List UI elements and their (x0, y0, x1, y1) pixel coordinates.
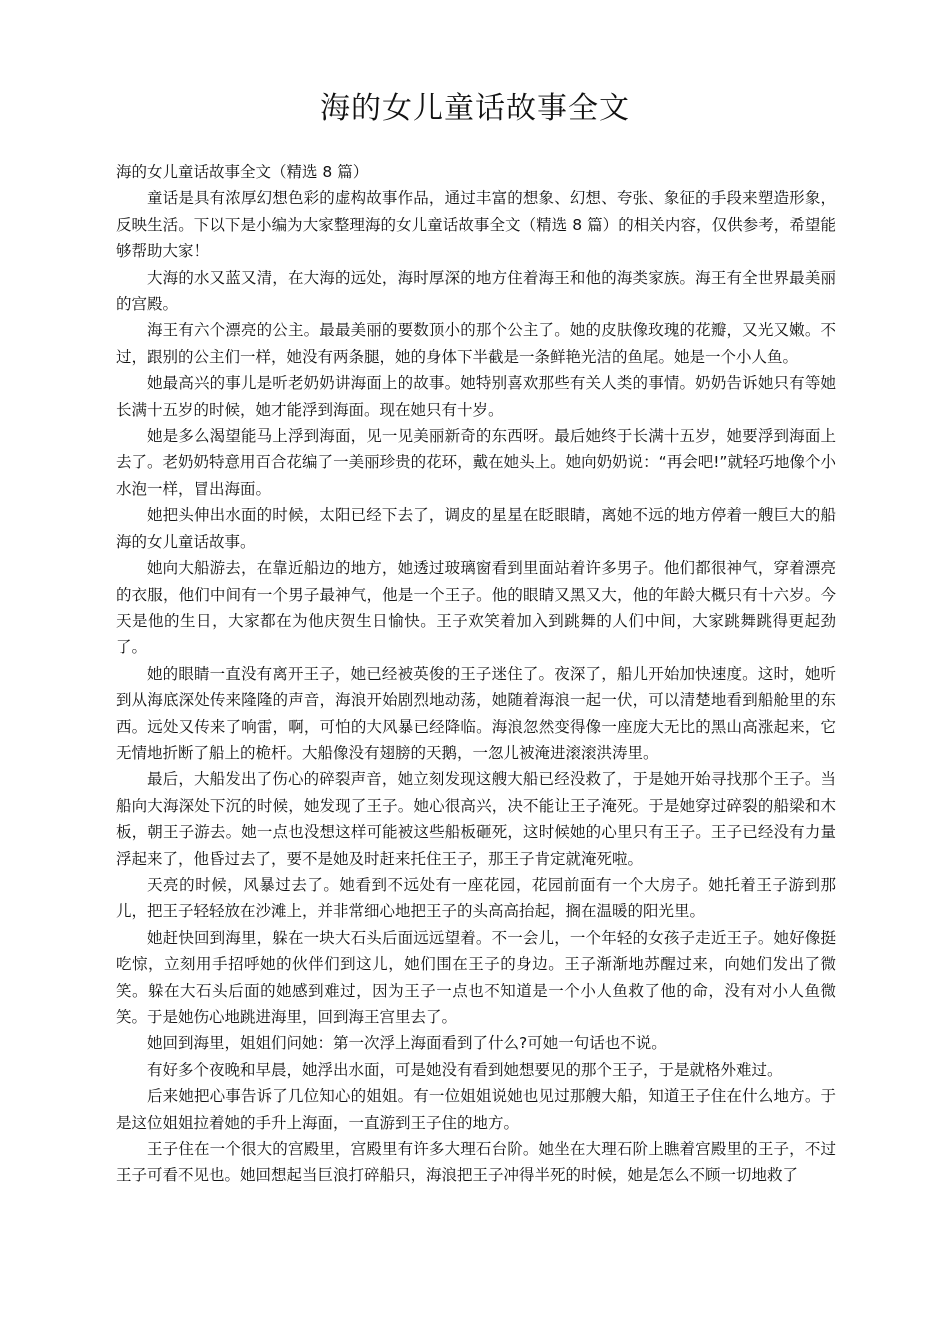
paragraph: 她把头伸出水面的时候，太阳已经下去了，调皮的星星在眨眼睛，离她不远的地方停着一艘巨大的船海的女儿童话故事。 (116, 506, 836, 551)
paragraph: 她是多么渴望能马上浮到海面，见一见美丽新奇的东西呀。最后她终于长满十五岁，她要浮到海面上去了。老奶奶特意用百合花编了一美丽珍贵的花环，戴在她头上。她向奶奶说：“再会吧!”就轻巧地像个小水泡一样，冒出海面。 (116, 427, 836, 498)
document-title: 海的女儿童话故事全文 (320, 91, 630, 126)
paragraph: 王子住在一个很大的宫殿里，宫殿里有许多大理石台阶。她坐在大理石阶上瞧着宫殿里的王子，不过王子可看不见也。她回想起当巨浪打碎船只，海浪把王子冲得半死的时候，她是怎么不顾一切地救了 (116, 1140, 836, 1185)
paragraph: 她最高兴的事儿是听老奶奶讲海面上的故事。她特别喜欢那些有关人类的事情。奶奶告诉她只有等她长满十五岁的时候，她才能浮到海面。现在她只有十岁。 (116, 374, 836, 419)
document-body (116, 159, 836, 1189)
paragraph: 大海的水又蓝又清，在大海的远处，海时厚深的地方住着海王和他的海类家族。海王有全世界最美丽的宫殿。 (116, 268, 836, 314)
paragraph: 她回到海里，姐姐们问她：第一次浮上海面看到了什么?可她一句话也不说。 (147, 1034, 667, 1053)
paragraph: 最后，大船发出了伤心的碎裂声音，她立刻发现这艘大船已经没救了，于是她开始寻找那个王子。当船向大海深处下沉的时候，她发现了王子。她心很高兴，决不能让王子淹死。于是她穿过碎裂的船梁和木板，朝王子游去。她一点也没想这样可能被这些船板砸死，这时候她的心里只有王子。王子已经没有力量浮起来了，他昏过去了，要不是她及时赶来托住王子，那王子肯定就淹死啦。 (116, 770, 836, 868)
paragraph: 童话是具有浓厚幻想色彩的虚构故事作品，通过丰富的想象、幻想、夸张、象征的手段来塑造形象，反映生活。下以下是小编为大家整理海的女儿童话故事全文（精选 8 篇）的相关内容，仅供参考，希望能够帮助大家！ (116, 189, 836, 261)
paragraph: 她的眼睛一直没有离开王子，她已经被英俊的王子迷住了。夜深了，船儿开始加快速度。这时，她听到从海底深处传来隆隆的声音，海浪开始剧烈地动荡，她随着海浪一起一伏，可以清楚地看到船舱里的东西。远处又传来了响雷，啊，可怕的大风暴已经降临。海浪忽然变得像一座庞大无比的黑山高涨起来，它无情地折断了船上的桅杆。大船像没有翅膀的天鹅，一忽儿被淹进滚滚洪涛里。 (116, 664, 836, 762)
paragraph: 她赶快回到海里，躲在一块大石头后面远远望着。不一会儿，一个年轻的女孩子走近王子。她好像挺吃惊，立刻用手招呼她的伙伴们到这儿，她们围在王子的身边。王子渐渐地苏醒过来，向她们发出了微笑。躲在大石头后面的她感到难过，因为王子一点也不知道是一个小人鱼救了他的命，没有对小人鱼微笑。于是她伤心地跳进海里，回到海王宫里去了。 (116, 928, 836, 1026)
paragraph: 天亮的时候，风暴过去了。她看到不远处有一座花园，花园前面有一个大房子。她托着王子游到那儿，把王子轻轻放在沙滩上，并非常细心地把王子的头高高抬起，搁在温暖的阳光里。 (116, 875, 836, 921)
paragraph: 后来她把心事告诉了几位知心的姐姐。有一位姐姐说她也见过那艘大船，知道王子住在什么地方。于是这位姐姐拉着她的手升上海面，一直游到王子住的地方。 (116, 1087, 836, 1132)
paragraph: 有好多个夜晚和早晨，她浮出水面，可是她没有看到她想要见的那个王子，于是就格外难过。 (147, 1060, 783, 1079)
paragraph: 海王有六个漂亮的公主。最最美丽的要数顶小的那个公主了。她的皮肤像玫瑰的花瓣，又光又嫩。不过，跟别的公主们一样，她没有两条腿，她的身体下半截是一条鲜艳光洁的鱼尾。她是一个小人鱼。 (116, 321, 836, 366)
document-subtitle: 海的女儿童话故事全文（精选 8 篇） (116, 163, 369, 181)
paragraph: 她向大船游去，在靠近船边的地方，她透过玻璃窗看到里面站着许多男子。他们都很神气，穿着漂亮的衣服，他们中间有一个男子最神气，他是一个王子。他的眼睛又黑又大，他的年龄大概只有十六岁。今天是他的生日，大家都在为他庆贺生日愉快。王子欢笑着加入到跳舞的人们中间，大家跳舞跳得更起劲了。 (116, 559, 836, 657)
